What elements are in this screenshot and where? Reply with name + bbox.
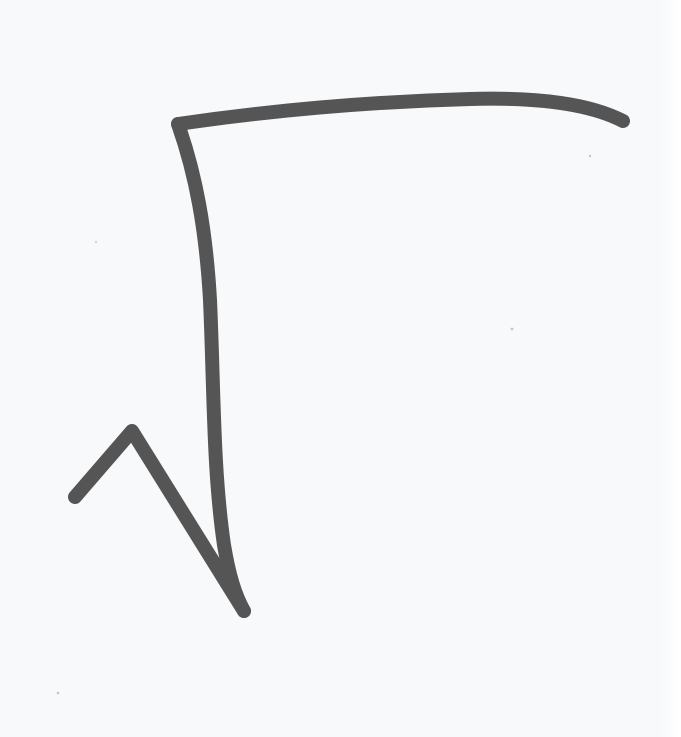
paper-specks: [57, 155, 592, 695]
top-stroke: [178, 99, 623, 124]
radical-sign-icon: [75, 99, 623, 611]
vertical-stroke: [178, 124, 244, 611]
